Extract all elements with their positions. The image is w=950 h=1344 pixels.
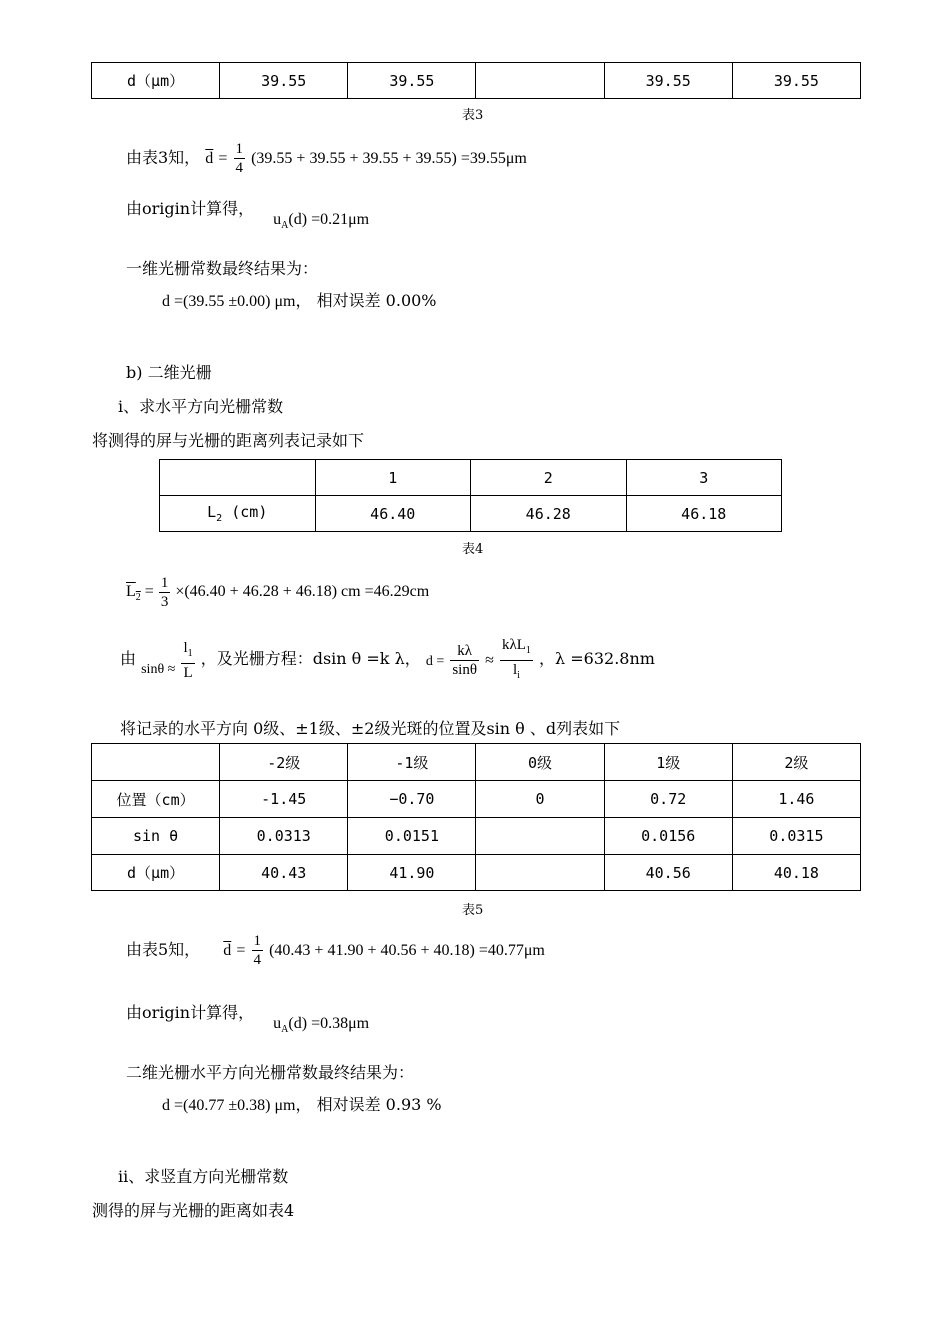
- section-b-title: b) 二维光栅: [126, 363, 212, 382]
- uncertainty-value: (d) =0.21μm: [288, 211, 370, 228]
- table-cell: 0.0151: [348, 818, 476, 855]
- table-cell: 2: [471, 460, 627, 496]
- equation-lhs: $\overline{d}$: [205, 150, 214, 167]
- fraction-numerator: $l_1$: [181, 639, 194, 664]
- result-value: d =(40.77 ±0.38) μm，: [162, 1097, 312, 1114]
- table-cell: 39.55: [348, 63, 476, 99]
- uncertainty-value: (d) =0.38μm: [288, 1015, 370, 1032]
- table-cell: 39.55: [220, 63, 348, 99]
- table-cell: 0级: [476, 744, 604, 781]
- fraction-denominator: $l_i$: [512, 662, 520, 681]
- table-cell: 1级: [604, 744, 732, 781]
- section-i-title: i、求水平方向光栅常数: [118, 397, 284, 416]
- row-label-unit: (cm): [222, 503, 268, 521]
- table-cell: 0: [476, 781, 604, 818]
- origin-result-1: [126, 196, 370, 232]
- approx-sign: ≈: [485, 652, 494, 669]
- table-cell: 位置（cm）: [92, 781, 220, 818]
- table-cell: [476, 63, 604, 99]
- table-cell: 0.0156: [604, 818, 732, 855]
- fraction-denominator: 4: [235, 160, 243, 176]
- wavelength: ，λ =632.8nm: [539, 649, 655, 668]
- fraction-denominator: L: [183, 665, 193, 681]
- table-cell: 41.90: [348, 855, 476, 891]
- table-cell: -1级: [348, 744, 476, 781]
- fraction: [159, 574, 171, 611]
- table-cell: 3: [626, 460, 782, 496]
- result-label-1: 一维光栅常数最终结果为：: [126, 259, 319, 278]
- table-header-row: [160, 460, 782, 496]
- table-cell: [476, 855, 604, 891]
- table-row: [160, 496, 782, 532]
- relative-error: 相对误差 0.93 %: [316, 1095, 442, 1114]
- table-cell: 46.40: [315, 496, 471, 532]
- row-label: L: [207, 503, 217, 521]
- table-row: [92, 63, 861, 99]
- result-label-2: 二维光栅水平方向光栅常数最终结果为：: [126, 1063, 415, 1082]
- relative-error: 相对误差 0.00%: [316, 291, 437, 310]
- result-value: d =(39.55 ±0.00) μm，: [162, 293, 312, 310]
- fraction: [234, 140, 246, 177]
- equation-lhs: $\overline{d}$: [223, 942, 232, 959]
- result-value-1: [162, 288, 437, 311]
- uncertainty-subscript: A: [281, 1024, 289, 1036]
- equation-expression: (39.55 + 39.55 + 39.55 + 39.55) =39.55μm: [251, 150, 527, 167]
- table-cell: 1.46: [732, 781, 860, 818]
- uncertainty-subscript: A: [281, 220, 289, 232]
- fraction-numerator: kλL$_1$: [500, 636, 533, 661]
- table-cell: 46.18: [626, 496, 782, 532]
- fraction-denominator: 4: [253, 952, 261, 968]
- table-cell: 46.28: [471, 496, 627, 532]
- table-cell: 0.72: [604, 781, 732, 818]
- table-4: [159, 459, 782, 532]
- table-cell: [92, 744, 220, 781]
- table-cell: 40.56: [604, 855, 732, 891]
- table-cell: 40.43: [220, 855, 348, 891]
- grating-equation-text: ，及光栅方程：dsin θ =k λ，: [200, 649, 421, 668]
- table-cell: [476, 818, 604, 855]
- mean-equation-3: [126, 138, 527, 179]
- equation-prefix: 由表3知，: [126, 148, 201, 167]
- fraction-numerator: 1: [235, 141, 243, 157]
- table-cell: d（μm）: [92, 63, 220, 99]
- equation-prefix: 由表5知，: [126, 940, 201, 959]
- fraction-numerator: 1: [160, 574, 169, 591]
- table-5-caption: 表5: [462, 903, 484, 918]
- table-header-row: [92, 744, 861, 781]
- table-3-caption: 表3: [462, 108, 484, 123]
- fraction: [450, 642, 479, 679]
- table-5-intro: 将记录的水平方向 0级、±1级、±2级光斑的位置及sin θ 、d列表如下: [120, 719, 621, 738]
- equation-eq: =: [218, 150, 228, 167]
- equation-eq: =: [236, 942, 246, 959]
- table-cell: 39.55: [732, 63, 860, 99]
- table-cell: -1.45: [220, 781, 348, 818]
- section-b-intro: 将测得的屏与光栅的距离列表记录如下: [92, 431, 365, 450]
- fraction-denominator: sinθ: [452, 662, 478, 678]
- row-label-subscript: 2: [216, 513, 223, 524]
- section-ii-intro: 测得的屏与光栅的距离如表4: [92, 1201, 295, 1220]
- section-ii-title: ii、求竖直方向光栅常数: [118, 1167, 289, 1186]
- d-lhs: d =: [425, 654, 445, 669]
- grating-equation: [120, 636, 655, 685]
- table-cell: 0.0313: [220, 818, 348, 855]
- origin-prefix: 由origin计算得，: [126, 1003, 255, 1022]
- equation-expression: (40.43 + 41.90 + 40.56 + 40.18) =40.77μm: [269, 942, 545, 959]
- table-cell: -2级: [220, 744, 348, 781]
- table-row: [92, 818, 861, 855]
- table-5: [91, 743, 861, 891]
- table-cell: [160, 496, 316, 532]
- grating-prefix: 由: [120, 649, 137, 668]
- table-cell: 2级: [732, 744, 860, 781]
- origin-prefix: 由origin计算得，: [126, 199, 255, 218]
- table-cell: 0.0315: [732, 818, 860, 855]
- table-cell: sin θ: [92, 818, 220, 855]
- equation-lhs: $L_2$: [126, 583, 141, 604]
- mean-equation-4: [126, 572, 429, 618]
- uncertainty-symbol: u: [273, 1015, 282, 1032]
- uncertainty-symbol: u: [273, 211, 282, 228]
- table-cell: −0.70: [348, 781, 476, 818]
- table-cell: d（μm）: [92, 855, 220, 891]
- table-row: [92, 781, 861, 818]
- fraction-numerator: 1: [253, 933, 261, 949]
- mean-equation-5: [126, 930, 545, 971]
- sin-approx: sinθ ≈: [141, 662, 176, 677]
- table-cell: 40.18: [732, 855, 860, 891]
- table-cell: 1: [315, 460, 471, 496]
- fraction: [181, 639, 194, 682]
- fraction: [500, 636, 533, 685]
- equation-expression: ×(46.40 + 46.28 + 46.18) cm =46.29cm: [175, 583, 430, 600]
- table-4-caption: 表4: [462, 542, 484, 557]
- fraction-numerator: kλ: [450, 642, 479, 661]
- fraction: [252, 932, 264, 969]
- table-row: [92, 855, 861, 891]
- origin-result-2: [126, 1000, 370, 1036]
- result-value-2: [162, 1092, 442, 1115]
- fraction-denominator: 3: [160, 593, 169, 610]
- table-cell: 39.55: [604, 63, 732, 99]
- table-cell: [160, 460, 316, 496]
- table-3: [91, 62, 861, 99]
- equation-eq: =: [144, 583, 154, 600]
